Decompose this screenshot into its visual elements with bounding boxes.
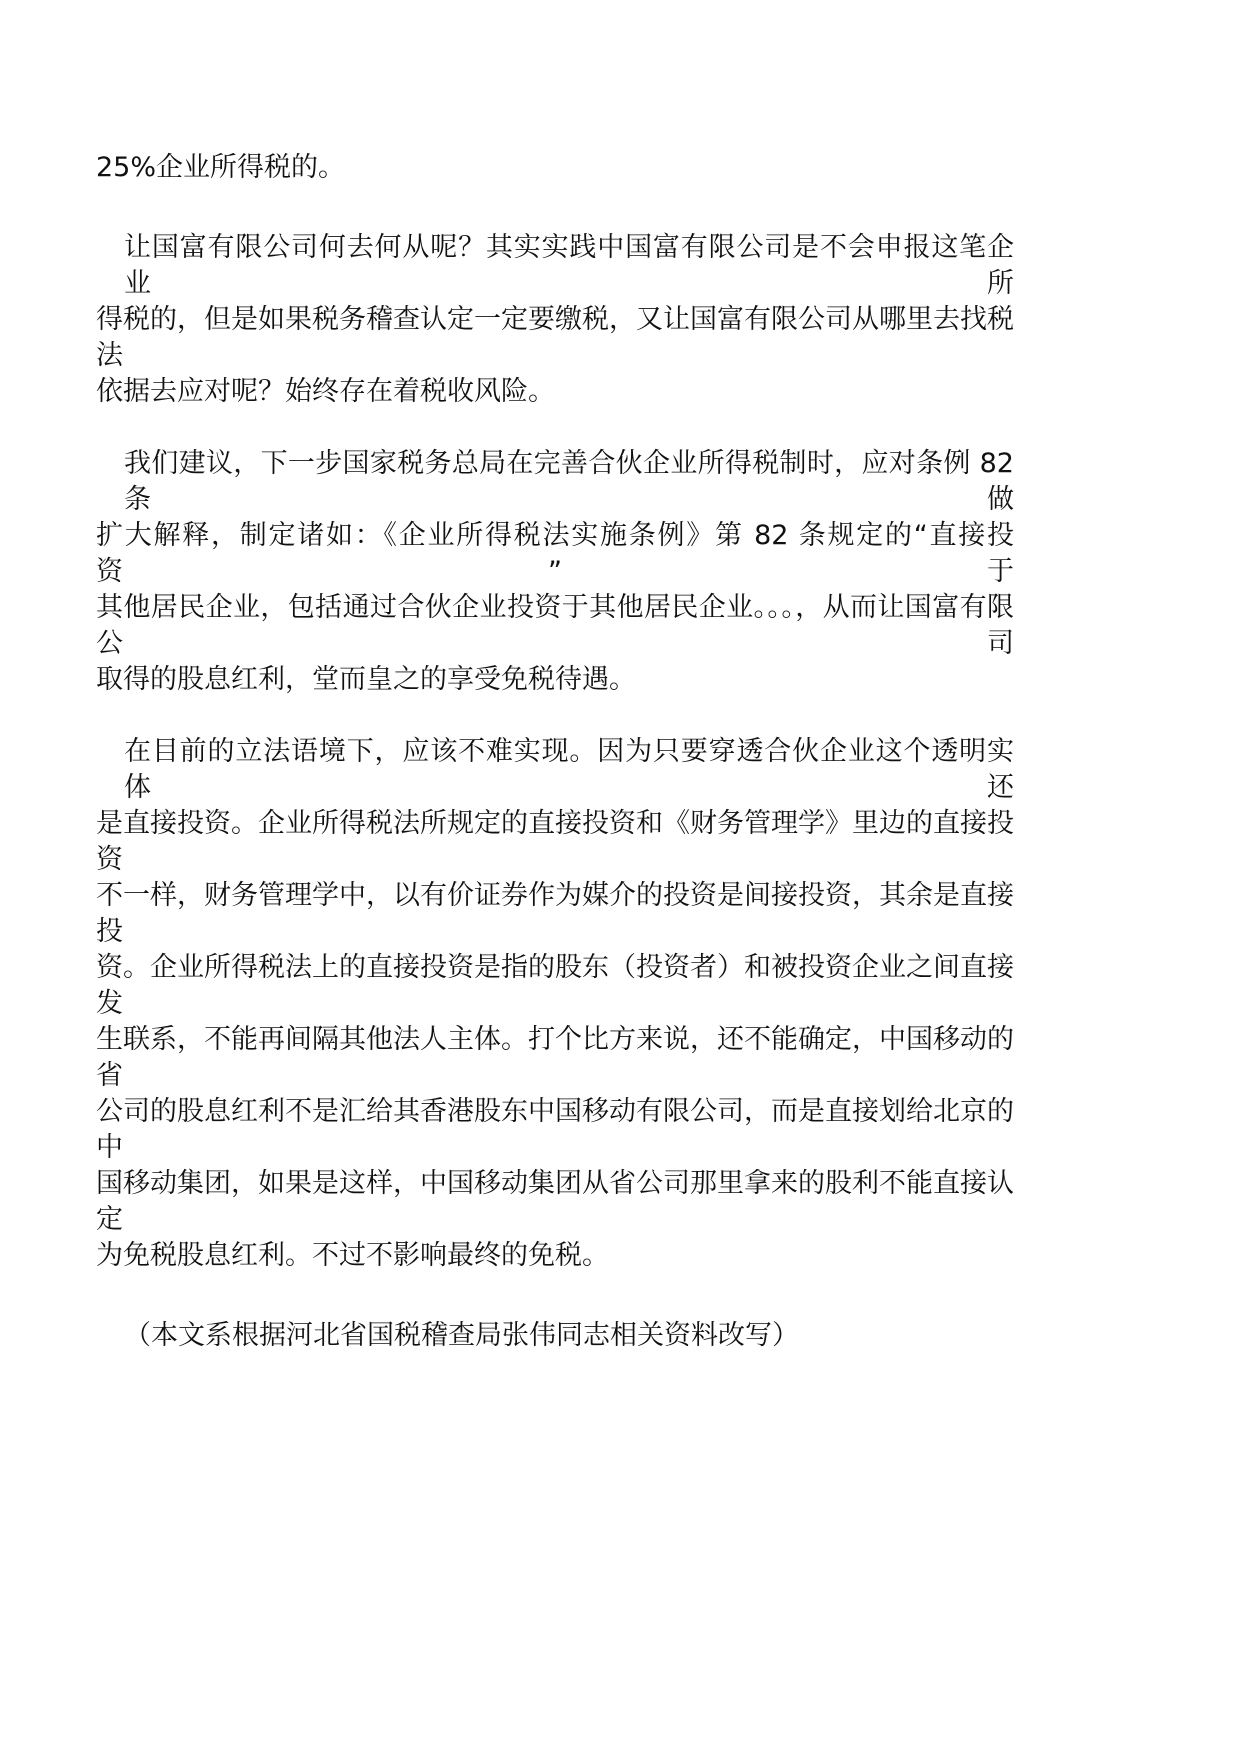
text-line-14: 公司的股息红利不是汇给其香港股东中国移动有限公司，而是直接划给北京的中 <box>96 1096 1014 1163</box>
text-line-15: 国移动集团，如果是这样，中国移动集团从省公司那里拿来的股利不能直接认定 <box>96 1168 1014 1235</box>
text-line-9: 在目前的立法语境下，应该不难实现。因为只要穿透合伙企业这个透明实体还 <box>124 736 1014 803</box>
text-line-3: 得税的，但是如果税务稽查认定一定要缴税，又让国富有限公司从哪里去找税法 <box>96 304 1014 371</box>
text-line-12: 资。企业所得税法上的直接投资是指的股东（投资者）和被投资企业之间直接发 <box>96 952 1014 1019</box>
text-line-13: 生联系，不能再间隔其他法人主体。打个比方来说，还不能确定，中国移动的省 <box>96 1024 1014 1091</box>
text-line-2: 让国富有限公司何去何从呢？其实实践中国富有限公司是不会申报这笔企业所 <box>124 232 1014 299</box>
text-line-7: 其他居民企业，包括通过合伙企业投资于其他居民企业。。。，从而让国富有限公司 <box>96 592 1014 659</box>
text-line-5: 我们建议，下一步国家税务总局在完善合伙企业所得税制时，应对条例 82 条做 <box>124 448 1014 515</box>
text-line-4: 依据去应对呢？始终存在着税收风险。 <box>96 376 555 407</box>
source-note: （本文系根据河北省国税稽查局张伟同志相关资料改写） <box>124 1320 799 1351</box>
text-line-6: 扩大解释，制定诸如：《企业所得税法实施条例》第 82 条规定的“直接投资”于 <box>96 520 1014 587</box>
text-line-11: 不一样，财务管理学中，以有价证券作为媒介的投资是间接投资，其余是直接投 <box>96 880 1014 947</box>
text-line-1: 25%企业所得税的。 <box>96 152 346 183</box>
text-line-16: 为免税股息红利。不过不影响最终的免税。 <box>96 1240 609 1271</box>
text-line-10: 是直接投资。企业所得税法所规定的直接投资和《财务管理学》里边的直接投资 <box>96 808 1014 875</box>
text-line-8: 取得的股息红利，堂而皇之的享受免税待遇。 <box>96 664 636 695</box>
